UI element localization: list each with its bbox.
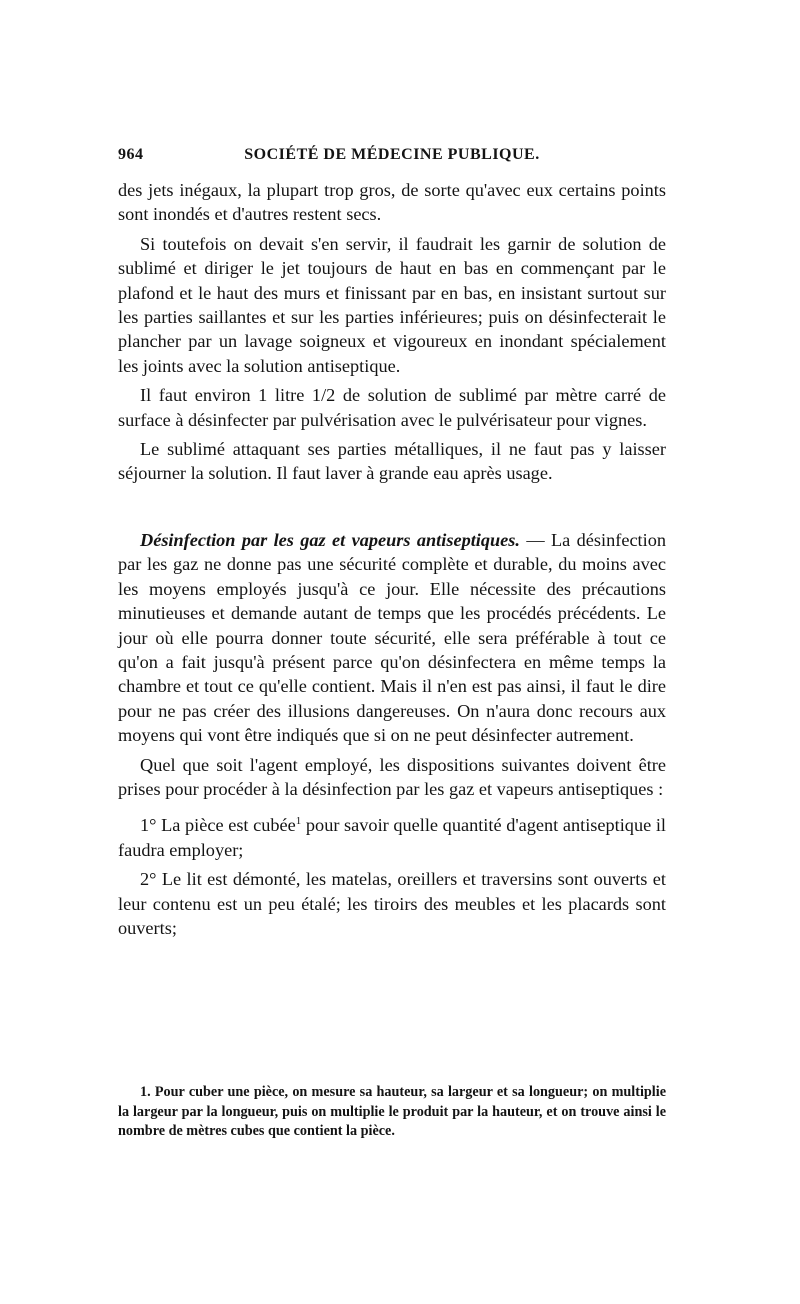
- section-text: — La désinfection par les gaz ne donne pas une sécurité complète et durable, du moins avec les moyens employés jusqu'à ce jour. Elle nécessite des précautions minutieuses et demande autant de temps que les procédés précédents. Le jour où elle pourra donner toute sécurité, elle sera préférable à tout ce qu'on a fait jusqu'à présent parce qu'on désinfectera en même temps la chambre et tout ce qu'elle contient. Mais il n'en est pas ainsi, il faut le dire pour ne pas créer des illusions dangereuses. On n'aura donc recours aux moyens qui vont être indiqués que si on ne peut désinfecter autrement.: [118, 529, 666, 746]
- footnote: 1. Pour cuber une pièce, on mesure sa hauteur, sa largeur et sa longueur; on multiplie la largeur par la longueur, puis on multiplie le produit par la hauteur, et on trouve ainsi le nombre de mètres cubes que contient la pièce.: [118, 1084, 666, 1139]
- footnote-reference: 1: [295, 815, 302, 828]
- paragraph-dispositions: Quel que soit l'agent employé, les dispositions suivantes doivent être prises pour procéder à la désinfection par les gaz et vapeurs antiseptiques :: [118, 754, 666, 799]
- paragraph-continuation: des jets inégaux, la plupart trop gros, de sorte qu'avec eux certains points sont inondés et d'autres restent secs.: [118, 180, 666, 225]
- paragraph-spraying: Si toutefois on devait s'en servir, il faudrait les garnir de solution de sublimé et diriger le jet toujours de haut en bas en commençant par le plafond et le haut des murs et finissant par en bas, en insistant surtout sur les parties saillantes et sur les parties inférieures; puis on désinfecterait le plancher par un lavage soigneux et vigoureux en inondant spécialement les joints avec la solution antiseptique.: [118, 233, 666, 376]
- page-number: 964: [118, 146, 144, 163]
- section-heading: Désinfection par les gaz et vapeurs antiseptiques.: [140, 529, 520, 550]
- list-item-1-start: 1° La pièce est cubée: [140, 815, 296, 836]
- running-title: SOCIÉTÉ DE MÉDECINE PUBLIQUE.: [244, 146, 540, 163]
- list-item-1-end: pour savoir quelle quantité d'agent antiseptique il faudra employer;: [118, 815, 666, 860]
- paragraph-metal-parts: Le sublimé attaquant ses parties métalliques, il ne faut pas y laisser séjourner la solution. Il faut laver à grande eau après usage.: [118, 439, 666, 484]
- running-header: [118, 146, 666, 170]
- list-item-2: 2° Le lit est démonté, les matelas, oreillers et traversins sont ouverts et leur contenu est un peu étalé; les tiroirs des meubles et les placards sont ouverts;: [118, 869, 666, 938]
- list-item-1: [118, 813, 666, 862]
- paragraph-quantity: Il faut environ 1 litre 1/2 de solution de sublimé par mètre carré de surface à désinfecter par pulvérisation avec le pulvérisateur pour vignes.: [118, 385, 666, 430]
- paragraph-gas-disinfection: [118, 528, 666, 748]
- main-text: [118, 178, 666, 940]
